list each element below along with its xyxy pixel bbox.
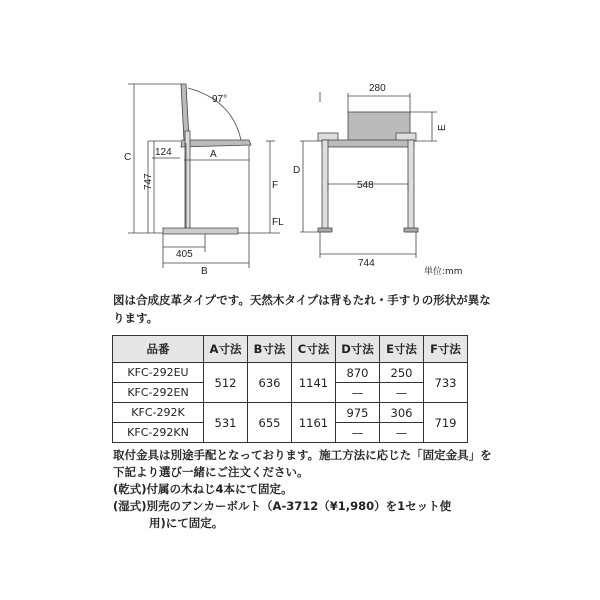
header-f: F寸法: [424, 336, 468, 363]
e-cell: —: [380, 423, 424, 443]
note-line: (湿式)別売のアンカーボルト（A-3712（¥1,980）を1セット使: [113, 499, 452, 513]
dim-a-label: A: [210, 149, 217, 160]
dimension-table: [112, 335, 468, 443]
table-row: [113, 363, 468, 383]
installation-notes: [113, 447, 503, 532]
dim-f-label: F: [272, 180, 279, 191]
dimension-drawing: [0, 0, 600, 290]
f-cell: 719: [424, 403, 468, 443]
model-cell: KFC-292K: [113, 403, 204, 423]
dim-d-label: D: [293, 165, 301, 176]
f-cell: 733: [424, 363, 468, 403]
dim-280-label: 280: [369, 83, 386, 94]
dim-fl-label: FL: [272, 217, 284, 228]
dim-b-label: B: [201, 266, 208, 277]
b-cell: 655: [248, 403, 292, 443]
d-cell: 975: [336, 403, 380, 423]
c-cell: 1161: [292, 403, 336, 443]
e-cell: 306: [380, 403, 424, 423]
header-b: B寸法: [248, 336, 292, 363]
dim-124-label: 124: [155, 147, 172, 158]
e-cell: —: [380, 383, 424, 403]
d-cell: —: [336, 423, 380, 443]
e-cell: 250: [380, 363, 424, 383]
dim-405-label: 405: [176, 249, 193, 260]
model-cell: KFC-292EN: [113, 383, 204, 403]
dim-747-label: 747: [143, 173, 154, 190]
dim-744-label: 744: [358, 258, 375, 269]
note-line: (乾式)付属の木ねじ4本にて固定。: [113, 482, 293, 496]
a-cell: 512: [204, 363, 248, 403]
d-cell: 870: [336, 363, 380, 383]
front-view: [300, 92, 437, 258]
model-cell: KFC-292KN: [113, 423, 204, 443]
note-line: 取付金具は別途手配となっております。施工方法に応じた「固定金具」を下記より選び一緒にご注文ください。: [113, 448, 492, 479]
header-c: C寸法: [292, 336, 336, 363]
table-header-row: [113, 336, 468, 363]
angle-label: 97°: [212, 94, 228, 105]
model-cell: KFC-292EU: [113, 363, 204, 383]
product-note: 図は合成皮革タイプです。天然木タイプは背もたれ・手すりの形状が異なります。: [113, 293, 491, 325]
dim-548-label: 548: [357, 180, 374, 191]
d-cell: —: [336, 383, 380, 403]
dim-c-label: C: [124, 152, 132, 163]
c-cell: 1141: [292, 363, 336, 403]
note-line: 用)にて固定。: [149, 516, 224, 530]
table-row: [113, 403, 468, 423]
header-model: 品番: [113, 336, 204, 363]
dim-e-label: E: [437, 124, 448, 131]
header-a: A寸法: [204, 336, 248, 363]
b-cell: 636: [248, 363, 292, 403]
header-e: E寸法: [380, 336, 424, 363]
a-cell: 531: [204, 403, 248, 443]
unit-label: 単位:mm: [424, 267, 463, 277]
header-d: D寸法: [336, 336, 380, 363]
